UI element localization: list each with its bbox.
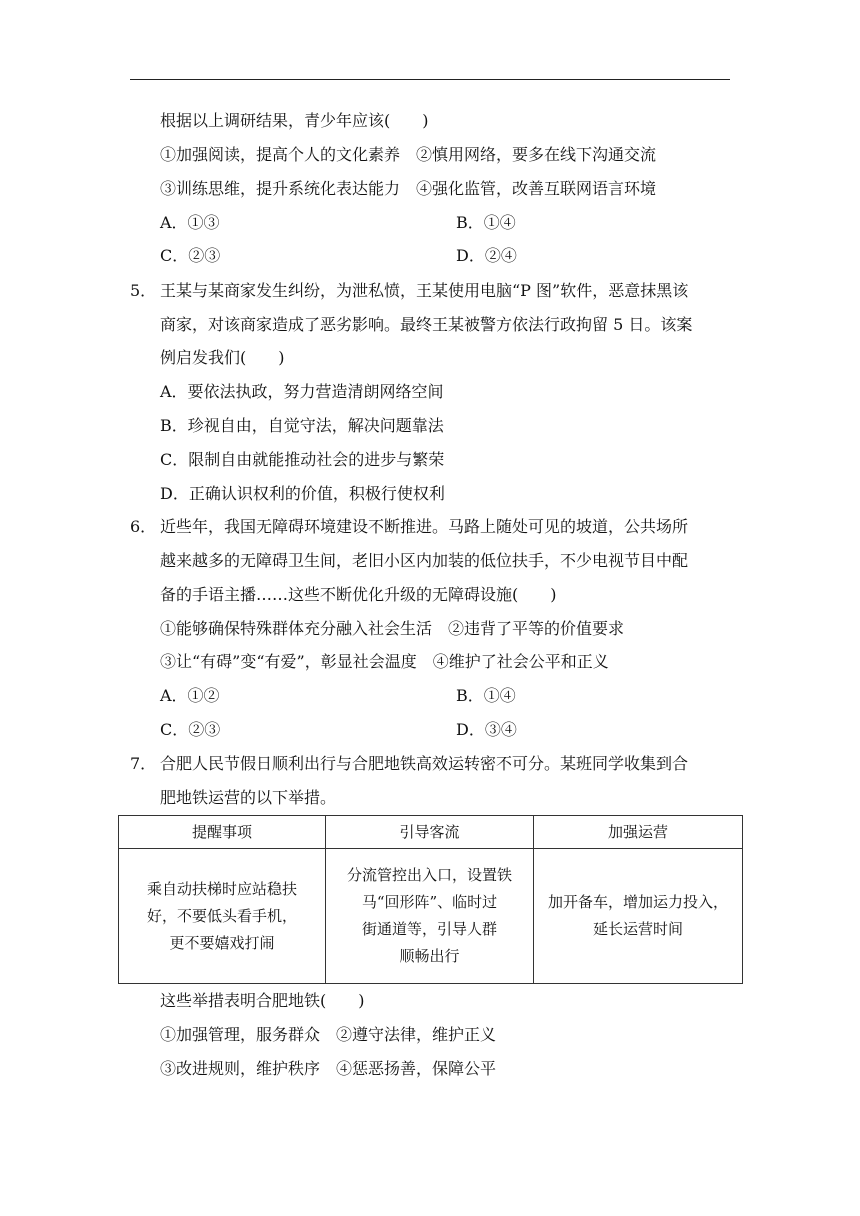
q6-option-d[interactable]: D．③④ <box>456 720 517 739</box>
q7-stem-line-1: 合肥人民节假日顺利出行与合肥地铁高效运转密不可分。某班同学收集到合 <box>160 754 689 773</box>
q4-option-d[interactable]: D．②④ <box>456 246 517 265</box>
table-cell-operations <box>534 849 743 984</box>
q7-statement-line-1: ①加强管理，服务群众 ②遵守法律，维护正义 <box>160 1025 497 1044</box>
q5-option-c[interactable]: C．限制自由就能推动社会的进步与繁荣 <box>160 450 445 469</box>
cell-line: 乘自动扶梯时应站稳扶 <box>146 879 297 898</box>
table-row <box>119 849 743 984</box>
table-header-cell: 引导客流 <box>326 816 534 849</box>
header-rule <box>130 79 730 80</box>
q6-number: 6． <box>130 517 157 536</box>
q4-statement-line-2: ③训练思维，提升系统化表达能力 ④强化监管，改善互联网语言环境 <box>160 179 657 198</box>
q6-option-b[interactable]: B．①④ <box>456 686 516 705</box>
cell-line: 更不要嬉戏打闹 <box>169 933 275 952</box>
q7-followup: 这些举措表明合肥地铁( ) <box>160 991 365 1010</box>
table-header-cell: 提醒事项 <box>119 816 326 849</box>
q5-option-b[interactable]: B．珍视自由，自觉守法，解决问题靠法 <box>160 416 444 435</box>
q7-statement-line-2: ③改进规则，维护秩序 ④惩恶扬善，保障公平 <box>160 1059 497 1078</box>
table-cell-reminders <box>119 849 326 984</box>
q7-number: 7． <box>130 754 157 773</box>
q7-measures-table <box>118 815 743 984</box>
table-cell-guidance <box>326 849 534 984</box>
q5-stem-line-1: 王某与某商家发生纠纷，为泄私愤，王某使用电脑“P 图”软件，恶意抹黑该 <box>160 281 689 300</box>
q4-option-c[interactable]: C．②③ <box>160 246 221 265</box>
q4-statement-line-1: ①加强阅读，提高个人的文化素养 ②慎用网络，要多在线下沟通交流 <box>160 145 657 164</box>
table-header-row <box>119 816 743 849</box>
cell-line: 顺畅出行 <box>399 947 460 965</box>
cell-line: 好，不要低头看手机， <box>146 906 297 925</box>
cell-line: 街通道等，引导人群 <box>361 920 497 938</box>
cell-line: 分流管控出入口，设置铁 <box>346 866 512 884</box>
q6-option-c[interactable]: C．②③ <box>160 720 221 739</box>
cell-line: 延长运营时间 <box>592 920 683 938</box>
q5-stem-line-2: 商家，对该商家造成了恶劣影响。最终王某被警方依法行政拘留 5 日。该案 <box>160 315 693 334</box>
q6-statement-line-1: ①能够确保特殊群体充分融入社会生活 ②违背了平等的价值要求 <box>160 619 625 638</box>
q6-stem-line-1: 近些年，我国无障碍环境建设不断推进。马路上随处可见的坡道，公共场所 <box>160 517 689 536</box>
cell-line: 马“回形阵”、临时过 <box>361 893 498 911</box>
q5-option-d[interactable]: D．正确认识权利的价值，积极行使权利 <box>160 484 445 503</box>
q6-stem-line-2: 越来越多的无障碍卫生间，老旧小区内加装的低位扶手，不少电视节目中配 <box>160 551 689 570</box>
q4-option-b[interactable]: B．①④ <box>456 213 516 232</box>
table-header-cell: 加强运营 <box>534 816 743 849</box>
q4-option-a[interactable]: A．①③ <box>160 213 220 232</box>
q5-number: 5． <box>130 281 157 300</box>
q6-option-a[interactable]: A．①② <box>160 686 220 705</box>
q4-stem: 根据以上调研结果，青少年应该( ) <box>160 111 429 130</box>
q6-stem-line-3: 备的手语主播……这些不断优化升级的无障碍设施( ) <box>160 585 557 604</box>
q5-option-a[interactable]: A．要依法执政，努力营造清朗网络空间 <box>160 382 444 401</box>
q5-stem-line-3: 例启发我们( ) <box>160 348 285 367</box>
q7-stem-line-2: 肥地铁运营的以下举措。 <box>160 788 337 807</box>
cell-line: 加开备车，增加运力投入， <box>547 893 728 911</box>
q6-statement-line-2: ③让“有碍”变“有爱”，彰显社会温度 ④维护了社会公平和正义 <box>160 652 609 671</box>
